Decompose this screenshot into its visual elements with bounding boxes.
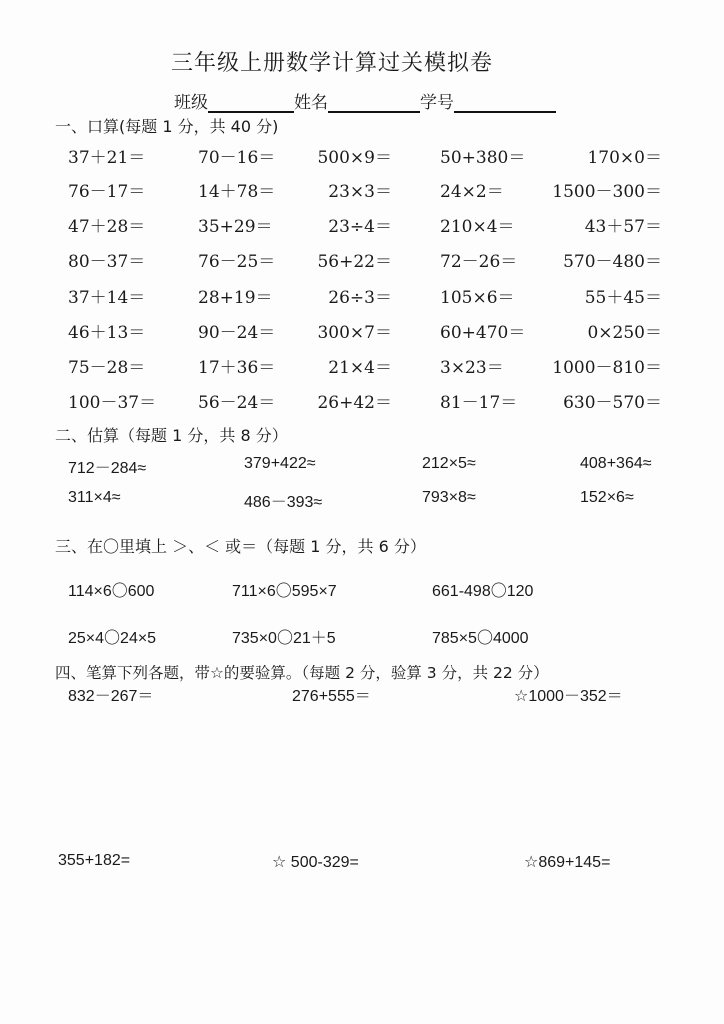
name-label: 姓名 xyxy=(294,93,328,113)
problem: 76－25＝ xyxy=(198,252,276,272)
problem: 50+380＝ xyxy=(440,148,526,168)
problem: 60+470＝ xyxy=(440,323,526,343)
problem: 785×5〇4000 xyxy=(432,630,529,647)
problem: 661-498〇120 xyxy=(432,583,534,600)
problem: 379+422≈ xyxy=(244,455,316,472)
problem: 70－16＝ xyxy=(198,148,276,168)
section-1-heading: 一、口算(每题 1 分，共 40 分) xyxy=(55,117,279,136)
problem: 152×6≈ xyxy=(580,489,634,506)
problem: 355+182= xyxy=(58,852,131,869)
problem: 114×6〇600 xyxy=(68,583,155,600)
problem: 56+22＝ xyxy=(317,252,392,272)
problem: 210×4＝ xyxy=(440,217,515,237)
id-label: 学号 xyxy=(420,93,454,113)
problem: 26+42＝ xyxy=(317,393,392,413)
student-id-field[interactable] xyxy=(454,95,556,113)
problem: 37＋14＝ xyxy=(68,288,146,308)
problem: 1000－810＝ xyxy=(552,358,662,378)
page-title xyxy=(0,46,724,77)
problem: 500×9＝ xyxy=(317,148,392,168)
problem: 630－570＝ xyxy=(563,393,662,413)
name-field[interactable] xyxy=(328,95,420,113)
problem: 76－17＝ xyxy=(68,182,146,202)
problem: 14＋78＝ xyxy=(198,182,276,202)
problem: 24×2＝ xyxy=(440,182,504,202)
problem: 43＋57＝ xyxy=(584,217,662,237)
problem: 1500－300＝ xyxy=(552,182,662,202)
problem: 212×5≈ xyxy=(422,455,476,472)
problem: 55＋45＝ xyxy=(584,288,662,308)
problem: 793×8≈ xyxy=(422,489,476,506)
problem: 0×250＝ xyxy=(587,323,662,343)
problem: 170×0＝ xyxy=(587,148,662,168)
problem: 28+19＝ xyxy=(198,288,273,308)
problem: 25×4〇24×5 xyxy=(68,630,157,647)
problem: 37＋21＝ xyxy=(68,148,146,168)
title-text: 三年级上册数学计算过关模拟卷 xyxy=(170,51,493,76)
problem: 81－17＝ xyxy=(440,393,518,413)
problem: 47＋28＝ xyxy=(68,217,146,237)
problem: 311×4≈ xyxy=(68,489,121,506)
problem: 35+29＝ xyxy=(198,217,273,237)
problem: 75－28＝ xyxy=(68,358,146,378)
student-info xyxy=(174,88,556,113)
problem: ☆ 500-329= xyxy=(272,854,359,871)
problem: 3×23＝ xyxy=(440,358,504,378)
problem: ☆869+145= xyxy=(524,854,611,871)
problem: 21×4＝ xyxy=(328,358,392,378)
problem: 832－267＝ xyxy=(68,688,154,705)
class-label: 班级 xyxy=(174,93,208,113)
section-2-heading: 二、估算（每题 1 分，共 8 分） xyxy=(55,426,288,445)
problem: 17＋36＝ xyxy=(198,358,276,378)
problem: 26÷3＝ xyxy=(328,288,392,308)
problem: 105×6＝ xyxy=(440,288,515,308)
problem: ☆1000－352＝ xyxy=(514,688,623,705)
problem: 735×0〇21＋5 xyxy=(232,630,336,647)
problem: 711×6〇595×7 xyxy=(232,583,337,600)
problem: 570－480＝ xyxy=(563,252,662,272)
problem: 56－24＝ xyxy=(198,393,276,413)
class-field[interactable] xyxy=(208,95,294,113)
problem: 23÷4＝ xyxy=(328,217,392,237)
problem: 276+555＝ xyxy=(292,688,371,705)
problem: 23×3＝ xyxy=(328,182,392,202)
problem: 408+364≈ xyxy=(580,455,652,472)
problem: 80－37＝ xyxy=(68,252,146,272)
problem: 100－37＝ xyxy=(68,393,157,413)
section-3-heading: 三、在〇里填上 ＞、＜ 或＝（每题 1 分，共 6 分） xyxy=(55,537,426,556)
problem: 300×7＝ xyxy=(317,323,392,343)
section-4-heading: 四、笔算下列各题，带☆的要验算。（每题 2 分，验算 3 分，共 22 分） xyxy=(55,664,549,682)
problem: 72－26＝ xyxy=(440,252,518,272)
problem: 46＋13＝ xyxy=(68,323,146,343)
problem: 712－284≈ xyxy=(68,460,147,477)
problem: 486－393≈ xyxy=(244,494,323,511)
problem: 90－24＝ xyxy=(198,323,276,343)
